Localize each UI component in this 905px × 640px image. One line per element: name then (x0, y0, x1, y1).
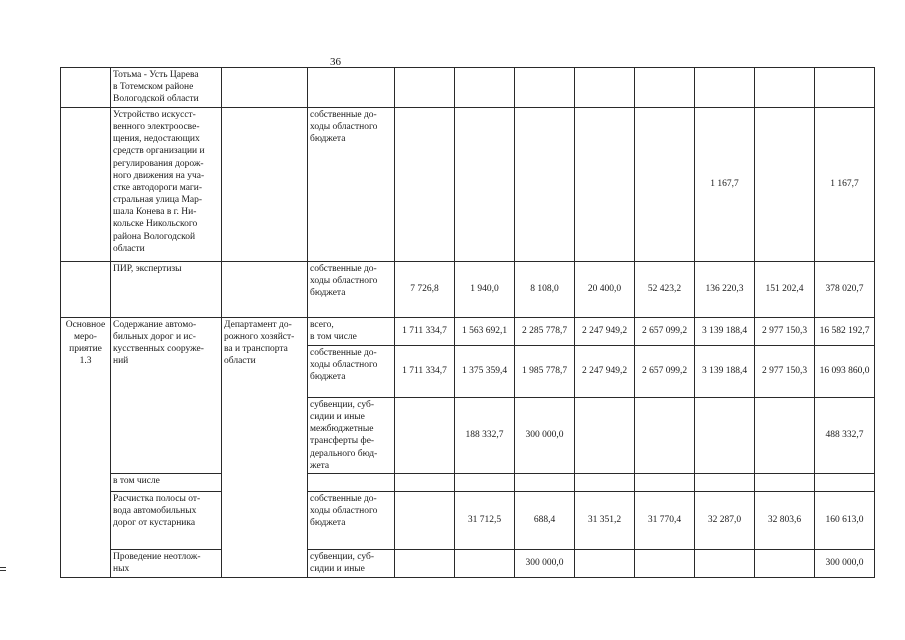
cell-value: 136 220,3 (695, 262, 755, 318)
cell-funding-source: собственные до- ходы областного бюджета (308, 346, 395, 398)
cell-funding-source: субвенции, суб- сидии и иные (308, 549, 395, 577)
cell-funding-source: собственные до- ходы областного бюджета (308, 108, 395, 262)
cell-value: 16 093 860,0 (815, 346, 875, 398)
cell-value: 31 351,2 (575, 491, 635, 549)
cell-funding-source: собственные до- ходы областного бюджета (308, 491, 395, 549)
cell-value (395, 491, 455, 549)
cell-value: 160 613,0 (815, 491, 875, 549)
cell-activity-code: Основное меро- приятие 1.3 (61, 318, 111, 578)
cell-value: 151 202,4 (755, 262, 815, 318)
cell-value: 2 977 150,3 (755, 346, 815, 398)
cell-value (575, 473, 635, 491)
table-row (61, 549, 875, 577)
cell-activity-code (61, 108, 111, 262)
table-row (61, 68, 875, 108)
cell-description: Проведение неотлож- ных (111, 549, 222, 577)
cell-value (695, 68, 755, 108)
cell-value: 1 985 778,7 (515, 346, 575, 398)
cell-value: 31 770,4 (635, 491, 695, 549)
cell-value: 2 285 778,7 (515, 318, 575, 346)
cell-value: 1 711 334,7 (395, 318, 455, 346)
cell-value (695, 473, 755, 491)
cell-value: 2 247 949,2 (575, 346, 635, 398)
cell-activity-code (61, 68, 111, 108)
cell-funding-source: собственные до- ходы областного бюджета (308, 262, 395, 318)
cell-value: 2 657 099,2 (635, 318, 695, 346)
cell-value (395, 473, 455, 491)
cell-value: 3 139 188,4 (695, 346, 755, 398)
cell-value: 1 940,0 (455, 262, 515, 318)
cell-value (635, 68, 695, 108)
cell-value (455, 473, 515, 491)
cell-value (635, 473, 695, 491)
cell-funding-source (308, 68, 395, 108)
cell-value: 31 712,5 (455, 491, 515, 549)
cell-description: Тотьма - Усть Царева в Тотемском районе Вологодской области (111, 68, 222, 108)
scan-edge-mark (0, 570, 6, 571)
cell-value (755, 398, 815, 474)
budget-table (60, 67, 875, 578)
cell-value (695, 549, 755, 577)
table-row (61, 108, 875, 262)
cell-executor (222, 68, 308, 108)
scan-edge-mark (0, 567, 6, 568)
cell-funding-source: всего, в том числе (308, 318, 395, 346)
cell-value (815, 473, 875, 491)
cell-description: в том числе (111, 473, 222, 491)
cell-value (455, 549, 515, 577)
table-row (61, 491, 875, 549)
cell-value (635, 108, 695, 262)
cell-value: 1 375 359,4 (455, 346, 515, 398)
cell-value: 188 332,7 (455, 398, 515, 474)
cell-description: ПИР, экспертизы (111, 262, 222, 318)
cell-value: 2 247 949,2 (575, 318, 635, 346)
cell-activity-code (61, 262, 111, 318)
cell-value (455, 68, 515, 108)
cell-value (515, 473, 575, 491)
cell-value: 300 000,0 (515, 549, 575, 577)
cell-value (755, 108, 815, 262)
cell-value: 488 332,7 (815, 398, 875, 474)
cell-value (635, 398, 695, 474)
cell-value (575, 68, 635, 108)
cell-value: 300 000,0 (815, 549, 875, 577)
page-number: 36 (330, 56, 341, 68)
cell-executor (222, 108, 308, 262)
cell-value (755, 549, 815, 577)
table-row (61, 473, 875, 491)
cell-executor: Департамент до- рожного хозяйст- ва и транспорта области (222, 318, 308, 578)
cell-value: 16 582 192,7 (815, 318, 875, 346)
cell-value: 8 108,0 (515, 262, 575, 318)
cell-value: 1 563 692,1 (455, 318, 515, 346)
cell-value (755, 473, 815, 491)
cell-description: Устройство искусст- венного электроосве- щения, недостающих средств организации и регулирования дорож- ного движения на уча- стке автодороги маги- стральная улица Мар- шала Конева в г. Ни- кольске Никольского района Вологодской области (111, 108, 222, 262)
cell-executor (222, 262, 308, 318)
cell-value (695, 398, 755, 474)
cell-value (815, 68, 875, 108)
cell-value: 378 020,7 (815, 262, 875, 318)
cell-value (575, 398, 635, 474)
cell-value: 300 000,0 (515, 398, 575, 474)
cell-value (395, 398, 455, 474)
table-row (61, 262, 875, 318)
cell-value (515, 108, 575, 262)
cell-funding-source: субвенции, суб- сидии и иные межбюджетные трансферты фе- дерального бюд- жета (308, 398, 395, 474)
cell-value (395, 549, 455, 577)
cell-value (635, 549, 695, 577)
cell-value: 20 400,0 (575, 262, 635, 318)
cell-value (515, 68, 575, 108)
cell-value (455, 108, 515, 262)
cell-value (755, 68, 815, 108)
cell-value: 1 167,7 (695, 108, 755, 262)
cell-value: 1 711 334,7 (395, 346, 455, 398)
cell-value: 7 726,8 (395, 262, 455, 318)
cell-description: Расчистка полосы от- вода автомобильных дорог от кустарника (111, 491, 222, 549)
cell-value: 52 423,2 (635, 262, 695, 318)
cell-value (575, 549, 635, 577)
cell-value (395, 108, 455, 262)
table-row (61, 318, 875, 346)
cell-value: 3 139 188,4 (695, 318, 755, 346)
cell-value: 2 977 150,3 (755, 318, 815, 346)
cell-value: 688,4 (515, 491, 575, 549)
cell-value (395, 68, 455, 108)
cell-funding-source (308, 473, 395, 491)
cell-value: 32 803,6 (755, 491, 815, 549)
cell-description: Содержание автомо- бильных дорог и ис- кусственных сооруже- ний (111, 318, 222, 474)
cell-value (575, 108, 635, 262)
cell-value: 1 167,7 (815, 108, 875, 262)
cell-value: 32 287,0 (695, 491, 755, 549)
cell-value: 2 657 099,2 (635, 346, 695, 398)
